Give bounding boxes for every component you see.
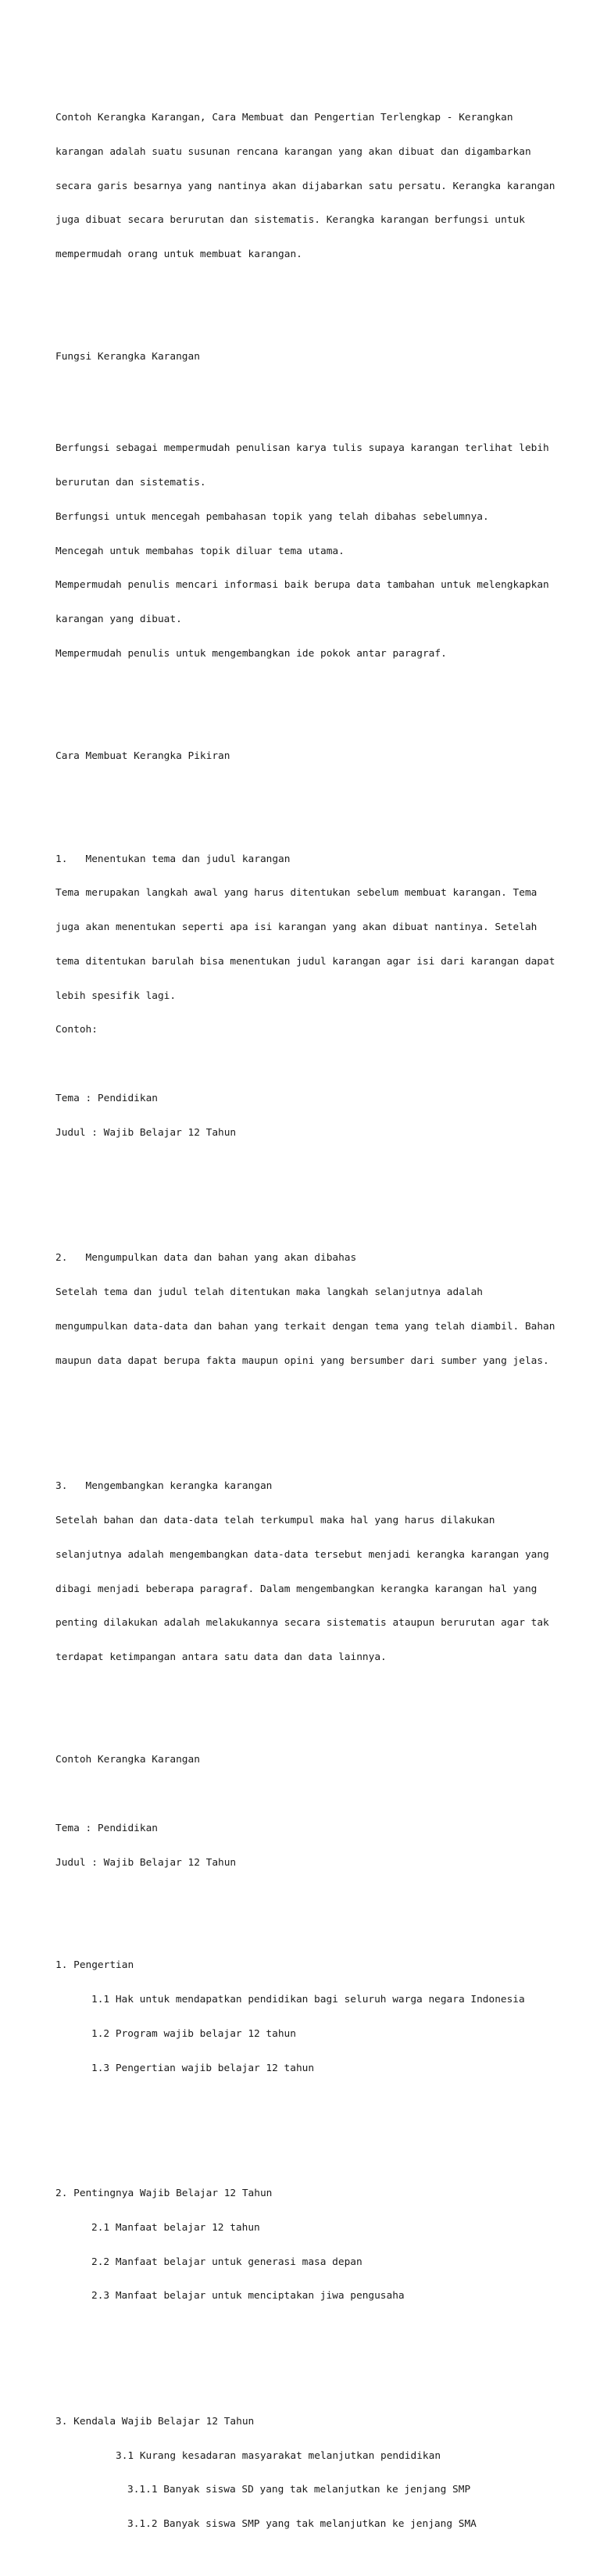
step-line: penting dilakukan adalah melakukannya secara sistematis ataupun berurutan agar tak	[55, 1617, 549, 1630]
contoh-tema: Tema : Pendidikan	[55, 1823, 158, 1835]
outline-subitem: 3.1.2 Banyak siswa SMP yang tak melanjutkan ke jenjang SMA	[127, 2518, 477, 2531]
outline-title: 1. Pengertian	[55, 1959, 134, 1972]
outline-item: 1.1 Hak untuk mendapatkan pendidikan bagi seluruh warga negara Indonesia	[91, 1993, 525, 2005]
step-line: Tema merupakan langkah awal yang harus ditentukan sebelum membuat karangan. Tema	[55, 887, 538, 900]
intro-line: secara garis besarnya yang nantinya akan dijabarkan satu persatu. Kerangka karangan	[55, 180, 555, 192]
step-line: lebih spesifik lagi.	[55, 989, 177, 1002]
document-page	[55, 55, 555, 2576]
intro-line: juga dibuat secara berurutan dan sistematis. Kerangka karangan berfungsi untuk	[55, 214, 525, 227]
intro-line: karangan adalah suatu susunan rencana karangan yang akan dibuat dan digambarkan	[55, 145, 531, 158]
fungsi-line: berurutan dan sistematis.	[55, 476, 206, 488]
step-title: 3. Mengembangkan kerangka karangan	[55, 1480, 273, 1493]
step-line: selanjutnya adalah mengembangkan data-data tersebut menjadi kerangka karangan yang	[55, 1548, 549, 1561]
example-judul: Judul : Wajib Belajar 12 Tahun	[55, 1126, 237, 1139]
outline-title: 3. Kendala Wajib Belajar 12 Tahun	[55, 2415, 255, 2428]
example-tema: Tema : Pendidikan	[55, 1093, 158, 1105]
step-line: Setelah bahan dan data-data telah terkumpul maka hal yang harus dilakukan	[55, 1515, 495, 1526]
intro-line: Contoh Kerangka Karangan, Cara Membuat dan Pengertian Terlengkap - Kerangkan	[55, 111, 513, 123]
fungsi-line: karangan yang dibuat.	[55, 614, 182, 626]
outline-section-3	[55, 2394, 555, 2553]
contoh-heading: Contoh Kerangka Karangan	[55, 1754, 200, 1766]
cara-heading: Cara Membuat Kerangka Pikiran	[55, 750, 230, 763]
intro-paragraph	[55, 90, 555, 284]
outline-item: 1.2 Program wajib belajar 12 tahun	[91, 2027, 296, 2040]
fungsi-heading: Fungsi Kerangka Karangan	[55, 351, 200, 363]
cara-step-1	[55, 831, 555, 1161]
step-line: tema ditentukan barulah bisa menentukan judul karangan agar isi dari karangan dapat	[55, 955, 555, 968]
step-line: maupun data dapat berupa fakta maupun opini yang bersumber dari sumber yang jelas.	[55, 1354, 549, 1367]
outline-item: 2.2 Manfaat belajar untuk generasi masa depan	[91, 2256, 362, 2268]
outline-section-2	[55, 2166, 555, 2325]
step-line: terdapat ketimpangan antara satu data dan data lainnya.	[55, 1651, 387, 1664]
step-line: mengumpulkan data-data dan bahan yang terkait dengan tema yang telah diambil. Bahan	[55, 1320, 555, 1333]
step-title: 1. Menentukan tema dan judul karangan	[55, 853, 291, 865]
step-line: Contoh:	[55, 1024, 98, 1036]
fungsi-line: Berfungsi sebagai mempermudah penulisan karya tulis supaya karangan terlihat lebih	[55, 442, 549, 455]
fungsi-line: Mencegah untuk membahas topik diluar tema utama.	[55, 545, 345, 557]
outline-item: 2.1 Manfaat belajar 12 tahun	[91, 2221, 260, 2234]
fungsi-line: Mempermudah penulis untuk mengembangkan ide pokok antar paragraf.	[55, 647, 447, 660]
fungsi-line: Berfungsi untuk mencegah pembahasan topik yang telah dibahas sebelumnya.	[55, 510, 489, 523]
intro-line: mempermudah orang untuk membuat karangan.	[55, 249, 302, 261]
outline-title: 2. Pentingnya Wajib Belajar 12 Tahun	[55, 2188, 273, 2200]
outline-section-1	[55, 1937, 555, 2097]
outline-subitem: 3.1.1 Banyak siswa SD yang tak melanjutkan ke jenjang SMP	[127, 2484, 471, 2496]
step-line: Setelah tema dan judul telah ditentukan maka langkah selanjutnya adalah	[55, 1286, 484, 1299]
step-line: dibagi menjadi beberapa paragraf. Dalam mengembangkan kerangka karangan hal yang	[55, 1583, 538, 1595]
step-line: juga akan menentukan seperti apa isi karangan yang akan dibuat nantinya. Setelah	[55, 921, 538, 934]
outline-item: 3.1 Kurang kesadaran masyarakat melanjutkan pendidikan	[116, 2449, 441, 2462]
contoh-judul: Judul : Wajib Belajar 12 Tahun	[55, 1856, 237, 1869]
fungsi-line: Mempermudah penulis mencari informasi baik berupa data tambahan untuk melengkapkan	[55, 579, 549, 592]
cara-step-3	[55, 1458, 555, 1687]
outline-item: 2.3 Manfaat belajar untuk menciptakan jiwa pengusaha	[91, 2290, 405, 2302]
cara-step-2	[55, 1230, 555, 1390]
outline-item: 1.3 Pengertian wajib belajar 12 tahun	[91, 2062, 315, 2074]
step-title: 2. Mengumpulkan data dan bahan yang akan dibahas	[55, 1252, 357, 1265]
fungsi-paragraph	[55, 420, 555, 683]
